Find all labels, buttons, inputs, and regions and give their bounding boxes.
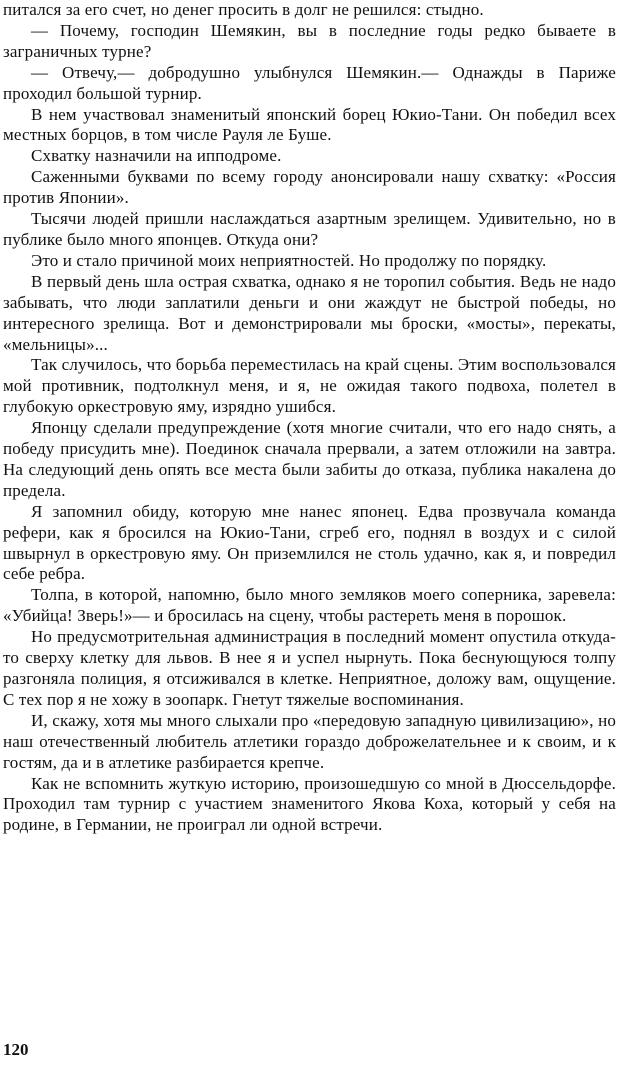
paragraph-8: Это и стало причиной моих неприятностей. Но продолжу по порядку.	[31, 250, 547, 270]
paragraph-12: Я запомнил обиду, которую мне нанес японец. Едва прозвучала команда рефери, как я бросился на Юкио-Тани, сгреб его, поднял в воздух и с силой швырнул в оркестровую яму. Он приземлился не столь удачно, как я, и повредил себе ребра.	[3, 501, 616, 584]
paragraph-1: питался за его счет, но денег просить в долг не решился: стыдно.	[3, 0, 484, 19]
paragraph-2: — Почему, господин Шемякин, вы в последние годы редко бываете в заграничных турне?	[3, 20, 616, 61]
paragraph-13: Толпа, в которой, напомню, было много земляков моего соперника, заревела: «Убийца! Зверь!»— и бросилась на сцену, чтобы растереть меня в порошок.	[3, 585, 616, 626]
paragraph-9: В первый день шла острая схватка, однако я не торопил события. Ведь не надо забывать, что люди заплатили деньги и они жаждут не быстрой победы, но интересного зрелища. Вот и демонстрировали мы броски, «мосты», перекаты, «мельницы»...	[3, 271, 616, 354]
paragraph-14: Но предусмотрительная администрация в последний момент опустила откуда-то сверху клетку для львов. В нее я и успел нырнуть. Пока беснующуюся толпу разгоняла полиция, я отсиживался в клетке. Неприятное, доложу вам, ощущение. С тех пор я не хожу в зоопарк. Гнетут тяжелые воспоминания.	[3, 627, 616, 709]
page-number: 120	[3, 1040, 29, 1059]
paragraph-3: — Отвечу,— добродушно улыбнулся Шемякин.— Однажды в Париже проходил большой турнир.	[3, 62, 616, 103]
paragraph-16: Как не вспомнить жуткую историю, произошедшую со мной в Дюссельдорфе. Проходил там турнир с участием знаменитого Якова Коха, который у себя на родине, в Германии, не проиграл ли одной встречи.	[3, 773, 616, 835]
paragraph-6: Саженными буквами по всему городу анонсировали нашу схватку: «Россия против Японии».	[3, 167, 616, 208]
paragraph-7: Тысячи людей пришли наслаждаться азартным зрелищем. Удивительно, но в публике было много японцев. Откуда они?	[3, 209, 616, 249]
paragraph-4: В нем участвовал знаменитый японский борец Юкио-Тани. Он победил всех местных борцов, в том числе Рауля ле Буше.	[3, 104, 616, 145]
paragraph-5: Схватку назначили на ипподроме.	[31, 146, 282, 166]
paragraph-10: Так случилось, что борьба переместилась на край сцены. Этим воспользовался мой противник, подтолкнул меня, и я, не ожидая такого подвоха, полетел в глубокую оркестровую яму, изрядно ушибся.	[3, 355, 616, 417]
body-text	[3, 0, 616, 836]
paragraph-11: Японцу сделали предупреждение (хотя многие считали, что его надо снять, а победу присудить мне). Поединок сначала прервали, а затем отложили на завтра. На следующий день опять все места были забиты до отказа, публика накалена до предела.	[3, 418, 616, 500]
paragraph-15: И, скажу, хотя мы много слыхали про «передовую западную цивилизацию», но наш отечественный любитель атлетики гораздо доброжелательнее и к своим, и к гостям, да и в атлетике разбирается крепче.	[3, 710, 616, 772]
